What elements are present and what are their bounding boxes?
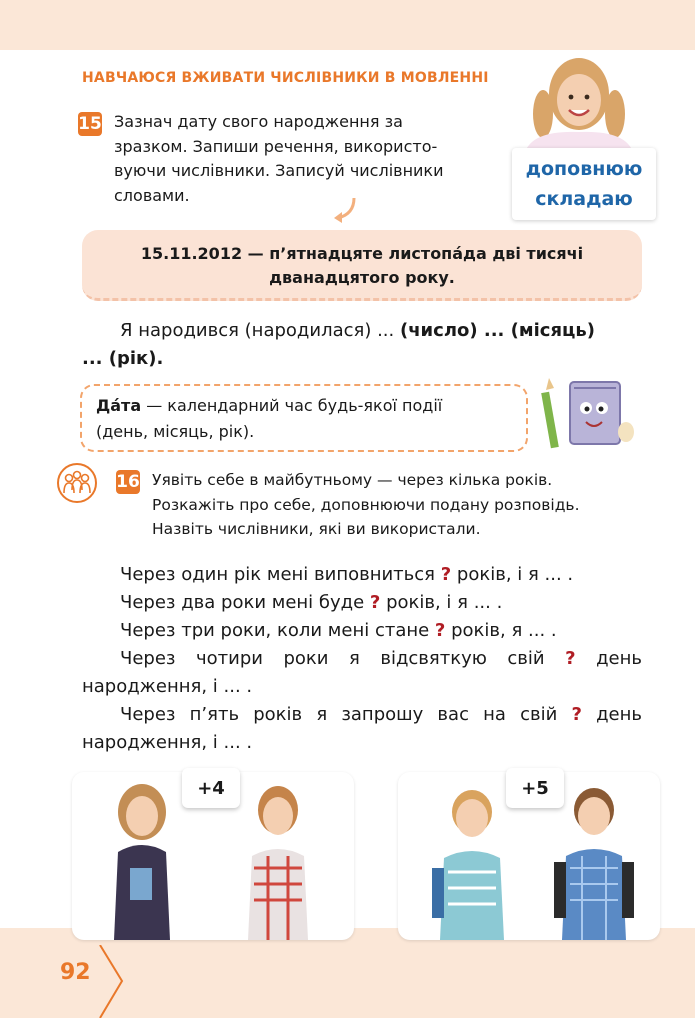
task16-line: Уявіть себе в майбутньому — через кілька років. [152,471,553,489]
definition-line2: (день, місяць, рік). [96,422,255,441]
story-text: день [575,648,642,669]
story-text: років, і я ... . [380,592,503,613]
story-text: Через три роки, коли мені стане [120,620,435,641]
question-mark-icon: ? [565,648,576,669]
story-text: Через п’ять років я запрошу вас на свій [120,704,572,725]
question-mark-icon: ? [434,620,446,641]
task15-line: Зазнач дату свого народження за [114,112,403,131]
task-number-badge: 15 [78,114,102,134]
plus-years-boys: +5 [506,768,564,808]
story-text: років, я ... . [445,620,557,641]
story-line [120,564,573,585]
sentence-bold: (число) ... (місяць) [399,320,595,341]
page-number: 92 [60,960,91,985]
task15-line: зразком. Запиши речення, використо- [114,136,438,156]
question-mark-icon: ? [369,592,381,613]
story-line: народження, і ... . [82,732,253,753]
group-work-icon [56,462,98,504]
story-text: день [581,704,643,725]
plus-years-girls: +4 [182,768,240,808]
top-band [0,0,695,50]
story-line [120,648,642,669]
definition-rest: — календарний час будь-якої події [141,396,443,415]
section-title: НАВЧАЮСЯ ВЖИВАТИ ЧИСЛІВНИКИ В МОВЛЕННІ [82,70,489,86]
story-text: Через два роки мені буде [120,592,370,613]
task16-line: Назвіть числівники, які ви використали. [152,520,481,538]
story-line [120,592,502,613]
definition-term: Да́та [96,396,142,415]
story-text: років, і я ... . [451,564,574,585]
sample-line1: 15.11.2012 — п’ятнадцяте листопа́да дві тисячі [140,244,584,263]
sentence-line1 [120,320,642,341]
task15-line: словами. [114,185,190,205]
page-corner-decoration [96,945,126,1018]
question-mark-icon: ? [440,564,452,585]
story-line [120,620,557,641]
task-number-badge: 16 [116,472,140,492]
definition-box [80,384,528,452]
task15-line: вуючи числівники. Записуй числівники [114,161,444,180]
notebook-character-icon [540,374,640,454]
story-line [120,704,642,725]
sentence-plain: Я народився (народилася) ... [120,320,400,341]
task16-text [152,468,640,542]
definition-line1 [96,396,514,415]
sentence-line2: ... (рік). [82,348,164,369]
sample-bubble [82,230,642,301]
story-line: народження, і ... . [82,676,253,697]
side-label-line1: доповнюю [525,158,643,180]
task16-line: Розкажіть про себе, доповнюючи подану розповідь. [152,495,580,514]
girl-photo [505,52,653,152]
curved-arrow-icon [328,196,360,226]
sample-line2: дванадцятого року. [269,268,455,287]
story-text: Через чотири роки я відсвяткую свій [120,648,566,669]
side-label-box [512,148,656,220]
question-mark-icon: ? [571,704,582,725]
task15-text [114,110,466,208]
story-text: Через один рік мені виповниться [120,564,441,585]
side-label-line2: складаю [535,188,633,210]
